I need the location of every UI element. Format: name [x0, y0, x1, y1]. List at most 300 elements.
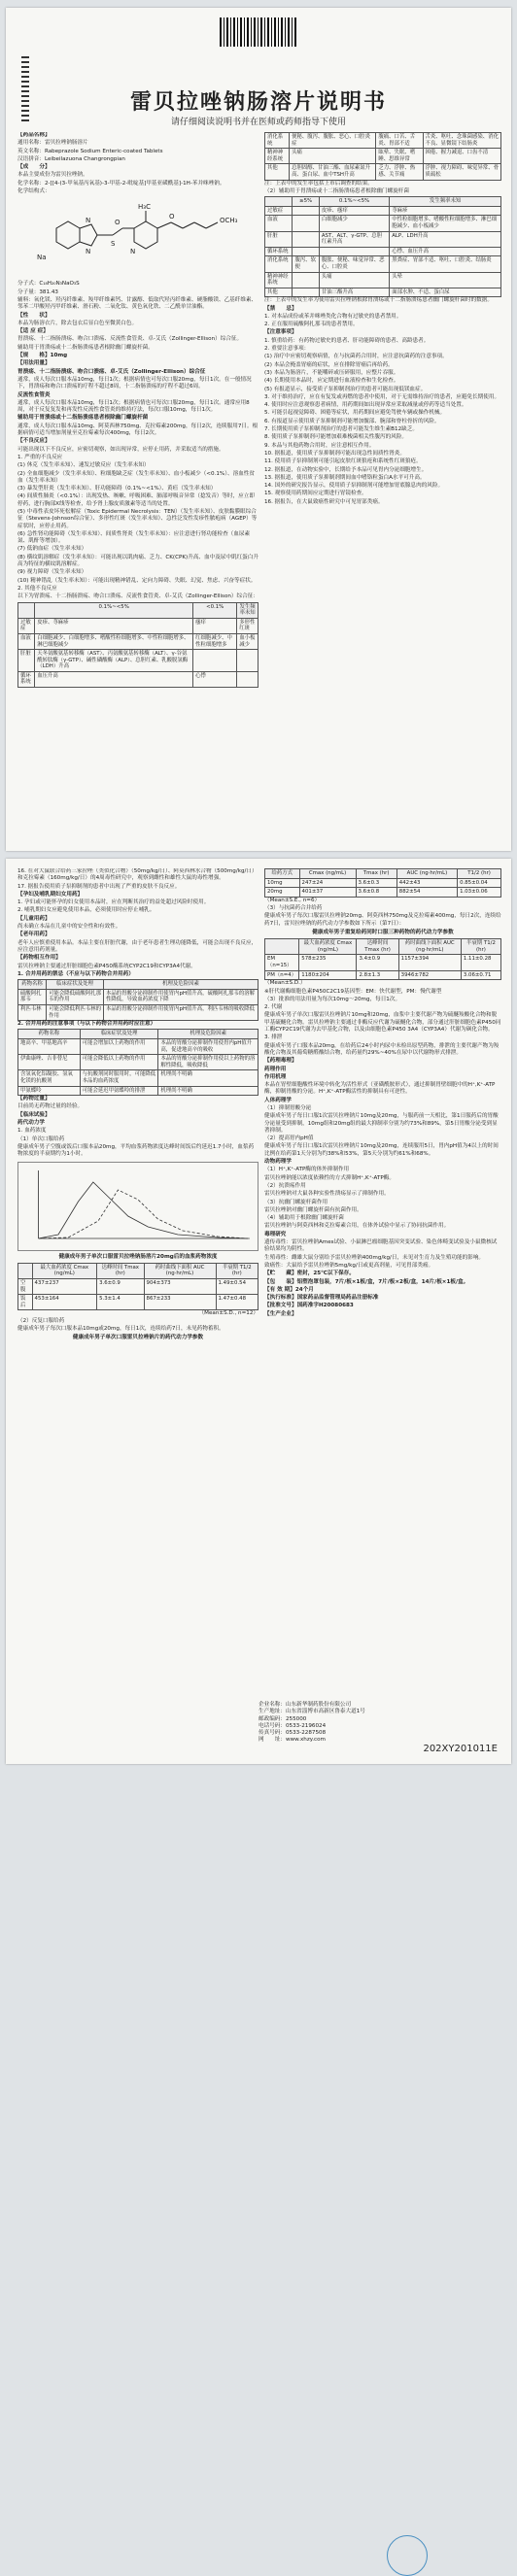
table-header-cell: Cmax (ng/mL): [299, 869, 356, 879]
table-header-cell: AUC (ng·hr/mL): [396, 869, 457, 879]
table-cell: 血压升高: [35, 671, 193, 687]
paragraph: 致癌性：大鼠给予雷贝拉唑钠5mg/kg/日或更高剂量，可见胃部类癌。: [264, 1262, 434, 1269]
paragraph: 毒理研究: [264, 1231, 287, 1237]
table-cell: [293, 247, 319, 256]
paragraph: 2. 正在服用硫酸阿扎那韦的患者禁用。: [264, 322, 359, 328]
table-cell: 头痛: [290, 149, 376, 164]
table-cell: 1.03±0.06: [458, 888, 501, 898]
paragraph: (3) 本品为肠溶片，不能嚼碎或压碎服用，应整片吞服。: [264, 369, 399, 376]
paragraph: 本品为肠溶衣片，除去包衣后显白色至微黄白色。: [17, 320, 138, 326]
company-phone: 电话号码：0533-2196024: [258, 1722, 327, 1729]
table-cell: 本品的胃酸分泌抑制作用使胃内pH值升高，硫酸阿扎那韦的溶解性降低，导致血药浓度下降: [103, 989, 258, 1004]
paragraph: 8. 使用质子泵抑制剂可能增加艰难梭菌相关性腹泻的风险。: [264, 434, 407, 441]
table-cell: 247±24: [299, 878, 356, 888]
pharmacokinetics-block: [17, 1096, 258, 1158]
table-cell: 荨麻疹: [390, 206, 501, 216]
company-address: 生产地址：山东省淄博市高新区鲁泰大道1号: [258, 1709, 365, 1715]
paragraph: 9. 本品与其他药物合用时，应注意相互作用。: [264, 442, 375, 449]
table-header-cell: [18, 1263, 33, 1278]
table-cell: 硫酸阿扎那韦: [18, 989, 47, 1004]
paragraph: 药代动力学: [17, 1120, 45, 1127]
pk-table-footnote: （Mean±S.D., n=12）: [198, 1310, 258, 1317]
table-cell: 红细胞减少、中性粒细胞增多: [193, 633, 237, 649]
table-cell: 甘油三酯升高: [319, 288, 389, 297]
paragraph: (1) 休克（发生率未知）、速发过敏反应（发生率未知）: [17, 462, 150, 469]
svg-text:N: N: [86, 248, 91, 256]
paragraph: 汉语拼音：Leibeilazuona Changrongpian: [17, 155, 125, 162]
table-cell: 20mg: [265, 888, 300, 898]
paragraph: （2）辅助用于胃溃疡或十二指肠溃疡患者根除幽门螺旋杆菌: [264, 187, 409, 194]
paragraph: 2. 重要注意事项：: [264, 346, 310, 353]
paragraph: 【注意事项】: [264, 329, 297, 336]
paragraph: 英文名称：Rabeprazole Sodium Enteric-coated Tablets: [17, 148, 163, 154]
table-cell: 总胆固醇、甘油三酯、血尿素氮升高、蛋白尿、血中TSH升高: [290, 164, 376, 180]
svg-text:OCH₃: OCH₃: [220, 217, 238, 225]
table-cell: [293, 272, 319, 288]
table-cell: 本品的胃酸分泌抑制作用使胃内pH值升高，促进地高辛的吸收: [158, 1039, 258, 1055]
table-cell: 机理尚不明确: [158, 1070, 258, 1086]
table-cell: 乏力、浮肿、热感、关节痛: [376, 164, 423, 180]
table-cell: 皮疹、瘙痒: [319, 206, 389, 216]
adverse-reactions-table: [17, 602, 258, 689]
paragraph: 7. 长期使用质子泵抑制剂治疗的患者可能发生维生素B12缺乏。: [264, 426, 418, 433]
paragraph: 生殖毒性：雌雄大鼠分别给予雷贝拉唑钠400mg/kg/日，未见对生育力及生殖功能的影响。: [264, 1254, 485, 1261]
table-cell: 401±37: [299, 888, 356, 898]
plasma-chart-caption: 健康成年男子单次口服雷贝拉唑钠肠溶片20mg后的血浆药物浓度: [58, 1253, 218, 1260]
table-header-cell: 临床症状及处理: [80, 1030, 158, 1039]
table-row: [18, 618, 258, 633]
paragraph: 【不良反应】: [17, 438, 51, 445]
table-cell: 血液: [265, 216, 293, 231]
paragraph: 【贮 藏】密封，25℃以下保存。: [264, 1271, 355, 1277]
manufacturer-info: [258, 1702, 496, 1745]
paragraph: 健康成年男子每次口服本品10mg或20mg，每日1次，连续给药7日，未见药物蓄积。: [17, 1326, 224, 1332]
svg-text:O: O: [169, 213, 175, 221]
paragraph: 通用名称：雷贝拉唑钠肠溶片: [17, 140, 88, 147]
table-header-cell: 发生频率未知: [390, 197, 501, 207]
table-cell: 437±237: [32, 1279, 97, 1295]
paragraph: 通常，成人每次口服本品10mg、阿莫西林750mg、克拉霉素200mg，每日2次，连续服用7日。根据病情可适当增加剂量至克拉霉素每次400mg，每日2次。: [17, 423, 258, 437]
paragraph: 本品在胃壁细胞酸性环境中转化为活性形式（亚磺酰胺形式），通过抑制胃壁细胞中的H⁺,K⁺-ATP酶，抑制胃酸的分泌。H⁺,K⁺-ATP酶活性的抑制具有可逆性。: [264, 1082, 496, 1096]
paragraph: (4) 间质性肺炎（<0.1%）：出现发热、咳嗽、呼吸困难、肺部呼吸音异常（捻发音）等时，应立即停药，进行胸部X线等检查，给予肾上腺皮质激素等适当的处置。: [17, 493, 255, 507]
paragraph: 3. 对于维持治疗，应在有复发或再燃的患者中使用，对于无需维持治疗的患者，应避免长期使用。: [264, 393, 500, 400]
paragraph: （1）H⁺,K⁺-ATP酶的体外抑制作用: [264, 1167, 350, 1173]
paragraph: 目前尚无药物过量的经验。: [17, 1103, 84, 1110]
paragraph: 【成 分】: [17, 164, 51, 171]
paragraph: 【用法用量】: [17, 360, 51, 367]
table-cell: 可能会降低以上药物的作用: [80, 1055, 158, 1070]
page2-right-column: [264, 868, 501, 1684]
table-cell: 肝脏: [265, 231, 293, 247]
table-row: [18, 1295, 258, 1310]
table-header-cell: 机理及危险因素: [158, 1030, 258, 1039]
table-cell: 453±164: [32, 1295, 97, 1310]
adverse-reactions-table-continued: [264, 132, 501, 181]
table-cell: 867±233: [144, 1295, 216, 1310]
table-row: [265, 272, 501, 288]
paragraph: 化学结构式：: [17, 188, 51, 195]
paragraph: 2. 哺乳期妇女应避免使用本品，必须使用时应停止哺乳。: [17, 907, 155, 914]
table-cell: [319, 247, 389, 256]
paragraph: （Mean±S.E., n=6）: [264, 897, 321, 903]
paragraph: 辅料：氧化镁、羟丙纤维素、羧甲纤维素钙、甘露醇、低取代羟丙纤维素、硬脂酸镁、乙基纤维素、邻苯二甲酸羟丙甲纤维素、滑石粉、二氧化钛、黄色氧化铁、二乙酰单甘油酯。: [17, 296, 258, 311]
paragraph: 健康成年男子空腹或饭后口服本品20mg，平均血浆药物浓度达峰时间饭后约延迟1.7小时，血浆药物浓度的半衰期约为1小时。: [17, 1143, 255, 1158]
paragraph: (3) 暴发型肝炎（发生率未知）、肝功能障碍（0.1%~<1%）、黄疸（发生率未知）: [17, 486, 217, 492]
paragraph: 1. 对本品成份或苯并咪唑类化合物有过敏史的患者禁用。: [264, 313, 402, 320]
table-header-row: [18, 602, 258, 618]
paragraph: 6. 有报道显示使用质子泵抑制剂可能增加髋部、腕部和脊柱骨折的风险。: [264, 418, 440, 424]
company-label: 企业名称：: [258, 1702, 286, 1708]
table-cell: 904±373: [144, 1279, 216, 1295]
table-header-cell: 发生频率未知: [237, 602, 258, 618]
table-cell: 黑粪症、胃部不适、呕吐、口腔炎、结肠炎: [390, 256, 501, 272]
table-cell: 面部水肿、不适、蛋白尿: [390, 288, 501, 297]
table-cell: 腹痛、口苦、舌炎、胃部不适: [376, 133, 423, 149]
table-cell: 其他: [265, 164, 290, 180]
company-fax: 传真号码：0533-2287508: [258, 1730, 327, 1737]
paragraph: (6) 急性肾功能障碍（发生率未知）、间质性肾炎（发生率未知）：应注意进行肾功能检查（血尿素氮、肌酐等增加）。: [17, 530, 251, 545]
paragraph: 1. 血药浓度: [17, 1128, 47, 1135]
paragraph: 健康成年男子单次口服雷贝拉唑钠片10mg和20mg，血浆中主要代谢产物为硫醚羧酸化合物和脱甲基硫醚化合物。雷贝拉唑钠主要通过非酶反应代谢为硫醚化合物，部分通过肝脏细胞色素P450同工酶CYP2C19代谢为去甲基化合物，以及由细胞色素P450 3A4（CYP3A4）代谢为砜化合物。: [264, 1012, 501, 1034]
table-cell: 2.8±1.3: [357, 970, 398, 980]
table-cell: 地高辛、甲基地高辛: [18, 1039, 81, 1055]
table-cell: 3.6±0.9: [97, 1279, 144, 1295]
table-row: [18, 989, 258, 1004]
table-cell: 血小板减少: [237, 633, 258, 649]
paragraph: 16. 在对大鼠联合给药三家拉唑（类似化合物）（50mg/kg/日）、阿莫西林水合物（500mg/kg/日）和克拉霉素（160mg/kg/日）的4周毒性研究中，观察到雌性和雄性大鼠的毒性增强。: [17, 868, 258, 882]
contraindications-and-precautions: [264, 297, 501, 506]
table-cell: 消化系统: [265, 133, 290, 149]
paragraph: 【药物相互作用】: [17, 955, 61, 962]
paragraph: （2）反复口服给药: [17, 1317, 65, 1324]
company-website: 网 址：www.xhzy.com: [258, 1737, 326, 1744]
table-cell: [193, 650, 237, 672]
paragraph: (7) 低钠血症（发生率未知）: [17, 546, 87, 553]
table-cell: 肝脏: [18, 650, 35, 672]
table-cell: 精神神经系统: [265, 272, 293, 288]
table-header-cell: 达峰时间 Tmax (hr): [97, 1263, 144, 1278]
paragraph: 5. 可能引起视觉障碍、困倦等症状，用药期间应避免驾驶车辆或操作机械。: [264, 410, 446, 417]
table-cell: 可能会增加以上药物的作用: [80, 1039, 158, 1055]
paragraph: (2) 全血细胞减少（发生率未知）、粒细胞缺乏症（发生率未知）、血小板减少（<0.1%）、溶血性贫血（发生率未知）: [17, 470, 255, 484]
paragraph: 17. 据报告使用质子泵抑制剂的患者中出现了严重的皮肤不良反应。: [17, 883, 181, 890]
paragraph: (2) 本品会掩盖胃癌的症状，应在排除胃癌后再给药。: [264, 361, 394, 368]
paragraph: 雷贝拉唑钠主要通过肝脏细胞色素P450酶系统CYP2C19和CYP3A4代谢。: [17, 963, 196, 969]
table-header-cell: 机理及危险因素: [103, 980, 258, 990]
paragraph: 通常，成人每次口服本品10mg，每日1次；根据病情也可每次口服20mg，每日1次。通常应用8周，对于反复复发和再发性反流性食管炎的维持疗法，每次口服10mg，每日1次。: [17, 399, 250, 414]
table-header-cell: 最大血药浓度 Cmax (ng/mL): [299, 939, 357, 955]
table-header-cell: 药时曲线下面积 AUC (ng·hr/mL): [398, 939, 461, 955]
leaflet-page-2: [6, 859, 511, 1764]
table-row: [18, 1055, 258, 1070]
table-cell: 饭后: [18, 1295, 33, 1310]
table-cell: 腹胀、便秘、味觉异常、恶心、口腔炎: [319, 256, 389, 272]
paragraph: 药理作用: [264, 1066, 287, 1072]
paragraph: 作用机理: [264, 1073, 287, 1080]
company-logo: [387, 2535, 428, 2576]
table-row: [18, 1004, 258, 1020]
table-header-cell: [265, 197, 293, 207]
paragraph: 【药物过量】: [17, 1096, 51, 1102]
table-cell: 心悸: [193, 671, 237, 687]
table-row: [265, 247, 501, 256]
table-cell: 578±235: [299, 955, 357, 970]
svg-text:H₃C: H₃C: [138, 203, 151, 212]
paragraph: 【批准文号】国药准字H20080683: [264, 1303, 354, 1309]
table-cell: 循环系统: [18, 671, 35, 687]
paragraph: 人体药理学: [264, 1097, 292, 1103]
paragraph: 12. 据报道，在动物实验中，长期给予本品可见胃内分泌细胞增生。: [264, 466, 428, 473]
paragraph: 10. 据报道，使用质子泵抑制剂可能出现急性间质性肾炎。: [264, 450, 405, 457]
table-cell: 困倦、握力减退、口齿不清: [423, 149, 501, 164]
table-row: [18, 1070, 258, 1086]
paragraph: 健康成年男子每日口服1次雷贝拉唑钠片10mg及20mg，连续服用5日，胃内pH值为4以上的时间比例在给药第1天分别为约38%和53%，第5天分别为约61%和68%。: [264, 1143, 499, 1157]
paragraph: 分子式：C₁₈H₂₀N₃NaO₃S: [17, 281, 80, 288]
table-cell: EM（n=15）: [265, 955, 299, 970]
table-cell: 0.85±0.04: [458, 878, 501, 888]
table-header-cell: 0.1%~<5%: [35, 602, 193, 618]
svg-text:O: O: [115, 219, 121, 227]
table-cell: 可能会降低硫酸阿扎那韦的作用: [47, 989, 104, 1004]
table-cell: 1.47±0.48: [216, 1295, 258, 1310]
document-subtitle: 请仔细阅读说明书并在医师或药师指导下使用: [170, 118, 346, 127]
pk-parameters-caption: 健康成年男子单次口服雷贝拉唑钠片的药代动力学参数: [72, 1335, 204, 1341]
paragraph: 老年人应慎重使用本品。本品主要在肝脏代谢，由于老年患者生理功能降低，可能会出现不良反应，应注意用药剂量。: [17, 939, 258, 953]
table-cell: 本品的胃酸分泌抑制作用使以上药物的溶解性降低，吸收降低: [158, 1055, 258, 1070]
table-header-cell: 药物名称: [18, 1030, 81, 1039]
hp-eradication-adverse-table: [264, 196, 501, 297]
table-row: [265, 256, 501, 272]
table-cell: 皮疹、荨麻疹: [35, 618, 193, 633]
table-cell: [293, 231, 319, 247]
paragraph: (8) 横纹肌溶解症（发生率未知）：可能出现以肌肉痛、乏力、CK(CPK)升高、血中及尿中肌红蛋白升高为特征的横纹肌溶解症。: [17, 554, 258, 568]
table-row: [18, 1279, 258, 1295]
leaflet-page-1: [6, 8, 511, 851]
paragraph: 【孕妇及哺乳期妇女用药】: [17, 891, 84, 898]
table-cell: [293, 216, 319, 231]
triple-therapy-pk-table: [264, 938, 501, 980]
paragraph: 1. 孕妇或可能怀孕的妇女使用本品时，应在判断其治疗的益处超过风险时使用。: [17, 899, 210, 906]
table-cell: 3.06±0.71: [461, 970, 500, 980]
single-dose-pk-table: [17, 1263, 258, 1311]
table-cell: [293, 206, 319, 216]
paragraph: (5) 有报道显示，接受质子泵抑制剂治疗的患者可能出现低镁血症。: [264, 386, 427, 392]
paragraph: 注：上表中的发生率为使用雷贝拉唑钠根除胃溃疡或十二指肠溃疡患者幽门螺旋杆菌时的数据。: [264, 297, 493, 304]
table-header-cell: [18, 602, 35, 618]
combination-precautions-heading: 2. 合并用药的注意事项（与以下药物合并用药时应注意）: [17, 1021, 156, 1028]
table-cell: 心悸、血压升高: [390, 247, 501, 256]
table-header-row: [265, 869, 501, 879]
table-header-row: [265, 197, 501, 207]
paragraph: 【性 状】: [17, 312, 51, 319]
drug-usage-block: [17, 281, 258, 600]
table-cell: 头痛: [319, 272, 389, 288]
table-cell: 瘙痒: [193, 618, 237, 633]
table-cell: 机理尚不明确: [158, 1086, 258, 1096]
table-cell: 含氢氧化铝凝胶、氢氧化镁的抗酸剂: [18, 1070, 81, 1086]
paragraph: 13. 据报道，使用质子泵抑制剂期间血中嗜铬粒蛋白A水平可升高。: [264, 474, 426, 481]
table-cell: 浮肿、视力障碍、味觉异常、骨质疏松: [423, 164, 501, 180]
table-row: [265, 955, 501, 970]
paragraph: （Mean±S.D.）: [264, 980, 306, 987]
paragraph: （1）抑制胃酸分泌: [264, 1104, 312, 1111]
table-header-cell: [265, 939, 299, 955]
paragraph: 雷贝拉唑钠与阿莫西林和克拉霉素合用，在体外试验中显示了协同抗菌作用。: [264, 1223, 450, 1230]
table-row: [265, 970, 501, 980]
paragraph: 1. 严重的不良反应: [17, 454, 63, 460]
table-row: [265, 878, 501, 888]
table-row: [18, 633, 258, 649]
plasma-concentration-chart: [17, 1162, 258, 1251]
table-cell: 3.6±0.3: [356, 878, 396, 888]
paragraph: 动物药理学: [264, 1159, 292, 1166]
table-cell: 头晕: [390, 272, 501, 288]
table-cell: 3.4±0.9: [357, 955, 398, 970]
triple-therapy-pk-caption: 健康成年男子重复给药同时口服三种药物的药代动力学参数: [312, 929, 454, 935]
paragraph: （2）抗溃疡作用: [264, 1182, 306, 1189]
table-cell: AST、ALT、γ-GTP、总胆红素升高: [319, 231, 389, 247]
paragraph: 注：上表中的发生率包括上市后调查的结果。: [264, 180, 373, 186]
table-header-cell: 最大血药浓度 Cmax (ng/mL): [32, 1263, 97, 1278]
table-cell: 其他: [265, 288, 293, 297]
table-cell: 442±43: [396, 878, 457, 888]
table-cell: 白细胞减少: [319, 216, 389, 231]
paragraph: 【临床试验】: [17, 1111, 51, 1118]
paragraph: 2. 其他不良反应: [17, 585, 57, 592]
paragraph: （1）单次口服给药: [17, 1135, 65, 1142]
barcode: [220, 17, 297, 47]
paragraph: 尚未确立本品在儿童中的安全性和有效性。: [17, 924, 121, 931]
paragraph: 雷贝拉唑钠能以浓度依赖性的方式抑制H⁺,K⁺-ATP酶。: [264, 1174, 395, 1181]
pharmacology-and-storage-block: [264, 980, 501, 1318]
hp-eradication-note: [264, 181, 501, 196]
table-cell: 过敏症: [18, 618, 35, 633]
paragraph: 健康成年男子每次口服雷贝拉唑钠20mg、阿莫西林750mg及克拉霉素400mg，每日2次，连续给药7日，雷贝拉唑钠的药代动力学参数如下所示（第7日）：: [264, 913, 501, 927]
paragraph: 【规 格】10mg: [17, 353, 68, 359]
table-cell: 甲氨蝶呤: [18, 1086, 81, 1096]
table-header-cell: 药时曲线下面积 AUC (ng·hr/mL): [144, 1263, 216, 1278]
table-cell: PM（n=4）: [265, 970, 299, 980]
table-header-cell: <0.1%: [193, 602, 237, 618]
table-cell: 可能会降低利匹韦林的作用: [47, 1004, 104, 1020]
paragraph: 4. 使用时应注意观察患者病情，用药期间如出现异常应采取减量或停药等适当处置。: [264, 402, 467, 409]
paragraph: 【适 应 症】: [17, 328, 49, 335]
table-header-cell: 0.1%~<5%: [319, 197, 389, 207]
table-cell: 空腹: [18, 1279, 33, 1295]
paragraph: (5) 中毒性表皮坏死松解症（Toxic Epidermal Necrolysis：TEN）（发生率未知）、皮肤黏膜眼综合征（Stevens-Johnson综合征）、多形性红斑（发生率未知）、急性泛发性发疹性脓疱病（AGEP）等症状时，应停止用药。: [17, 508, 258, 529]
paragraph: 雷贝拉唑钠对大鼠各种实验性溃疡显示了抑制作用。: [264, 1191, 390, 1198]
table-cell: 便秘、腹泻、腹胀、恶心、口腔炎症: [290, 133, 376, 149]
table-cell: 利匹韦林: [18, 1004, 47, 1020]
paragraph: 反流性食管炎: [17, 391, 51, 398]
table-header-cell: ≥5%: [293, 197, 319, 207]
table-row: [265, 149, 501, 164]
paragraph: 【药品名称】: [17, 132, 51, 138]
table-cell: 精神神经系统: [265, 149, 290, 164]
table-row: [265, 888, 501, 898]
paragraph: (4) 长期使用本品时，应定期进行血液检查和生化检查。: [264, 378, 399, 385]
paragraph: 【药理毒理】: [264, 1058, 297, 1065]
svg-text:S: S: [111, 240, 116, 249]
table-header-row: [265, 939, 501, 955]
paragraph: (9) 视力障碍（发生率未知）: [17, 569, 87, 576]
table-cell: 3.6±0.8: [356, 888, 396, 898]
table-row: [265, 206, 501, 216]
paragraph: 【生产企业】: [264, 1310, 297, 1317]
table-cell: [237, 650, 258, 672]
contraindicated-combinations-table: [17, 979, 258, 1021]
table-row: [18, 1039, 258, 1055]
paragraph: 分子量：381.43: [17, 288, 58, 295]
company-name: 山东新华制药股份有限公司: [285, 1702, 352, 1708]
table-cell: 多形性红斑: [237, 618, 258, 633]
table-header-cell: 半衰期 T1/2 (hr): [461, 939, 500, 955]
svg-text:N: N: [130, 248, 136, 256]
paragraph: （4）辅助用于根除幽门螺旋杆菌: [264, 1215, 344, 1222]
table-header-cell: 药物名称: [18, 980, 47, 990]
table-row: [265, 231, 501, 247]
chemical-structure: [17, 199, 258, 277]
table-cell: 5.3±1.4: [97, 1295, 144, 1310]
table-cell: 中性粒细胞增多、嗜酸性粒细胞增多、淋巴细胞减少、血小板减少: [390, 216, 501, 231]
table-header-cell: 半衰期 T1/2 (hr): [216, 1263, 258, 1278]
table-header-cell: 达峰时间 Tmax (hr): [357, 939, 398, 955]
table-header-row: [18, 1030, 258, 1039]
paragraph: 3. 排泄: [264, 1034, 283, 1041]
paragraph: 本品主要成份为雷贝拉唑钠。: [17, 172, 88, 179]
paragraph: 【有 效 期】24个月: [264, 1286, 314, 1293]
paragraph: 健康成年男子口服本品20mg，在给药后24小时内尿中未检出原型药物，排泄的主要代谢产物为羧酸化合物及其葡萄糖醛酸结合物，给药量约29%~40%在尿中以代谢物形式排泄。: [264, 1042, 500, 1056]
paragraph: 通常，成人每次口服本品10mg，每日1次；根据病情也可每次口服20mg，每日1次。在一般情况下，胃溃疡和吻合口溃疡的疗程不超过8周，十二指肠溃疡的疗程不超过6周。: [17, 376, 252, 390]
page1-left-column: [17, 132, 258, 851]
table-cell: 882±54: [396, 888, 457, 898]
table-header-cell: T1/2 (hr): [458, 869, 501, 879]
table-cell: 1157±394: [398, 955, 461, 970]
paragraph: 胃溃疡、十二指肠溃疡、吻合口溃疡、卓-艾氏（Zollinger-Ellison）综合征: [17, 368, 206, 375]
table-header-cell: 临床症状及处理: [47, 980, 104, 990]
table-row: [18, 671, 258, 687]
drug-info-block: [17, 132, 258, 195]
paragraph: 【包 装】铝塑泡罩包装，7片/板×1板/盒，7片/板×2板/盒，14片/板×1板/盒。: [264, 1278, 469, 1285]
table-header-cell: Tmax (hr): [356, 869, 396, 879]
table-cell: 本品的胃酸分泌抑制作用使胃内pH值升高，利匹韦林的吸收降低: [103, 1004, 258, 1020]
paragraph: 2. 代谢: [264, 1004, 283, 1011]
repeat-dose-block: [17, 1318, 258, 1334]
paragraph: (10) 精神错乱（发生率未知）：可能出现精神错乱、定向力障碍、失眠、幻觉、焦虑、兴奋等症状。: [17, 577, 257, 584]
table-row: [18, 1086, 258, 1096]
paragraph: （3）批准的用法用量为每次10mg～20mg，每日1次。: [264, 996, 401, 1002]
table-cell: [293, 288, 319, 297]
paragraph: 16. 据报告，在大鼠致癌性研究中可见胃部类癌。: [264, 498, 384, 505]
pk-dose-table: [264, 868, 501, 898]
table-cell: 眩晕、失眠、嗜睡、思维异常: [376, 149, 423, 164]
combination-precautions-table: [17, 1029, 258, 1096]
table-row: [265, 216, 501, 231]
table-cell: 可能会延迟甲氨蝶呤的排泄: [80, 1086, 158, 1096]
table-cell: ALP、LDH升高: [390, 231, 501, 247]
table-header-row: [18, 1263, 258, 1278]
company-postcode: 邮政编码：255000: [258, 1715, 307, 1722]
table-header-row: [18, 980, 258, 990]
paragraph: 胃溃疡、十二指肠溃疡、吻合口溃疡、反流性食管炎、卓-艾氏（Zollinger-Ellison）综合征。: [17, 336, 243, 343]
svg-text:Na: Na: [37, 254, 47, 262]
table-cell: 血液: [18, 633, 35, 649]
paragraph: （3）与抗菌药合并给药: [264, 905, 323, 912]
table-row: [18, 650, 258, 672]
paragraph: 14. 国外的研究报告显示，使用质子泵抑制剂可能增加胃底腺息肉的风险。: [264, 483, 444, 490]
table-cell: 白细胞减少、白细胞增多、嗜酸性粒细胞增多、中性粒细胞增多、淋巴细胞减少: [35, 633, 193, 649]
table-cell: 1.49±0.54: [216, 1279, 258, 1295]
